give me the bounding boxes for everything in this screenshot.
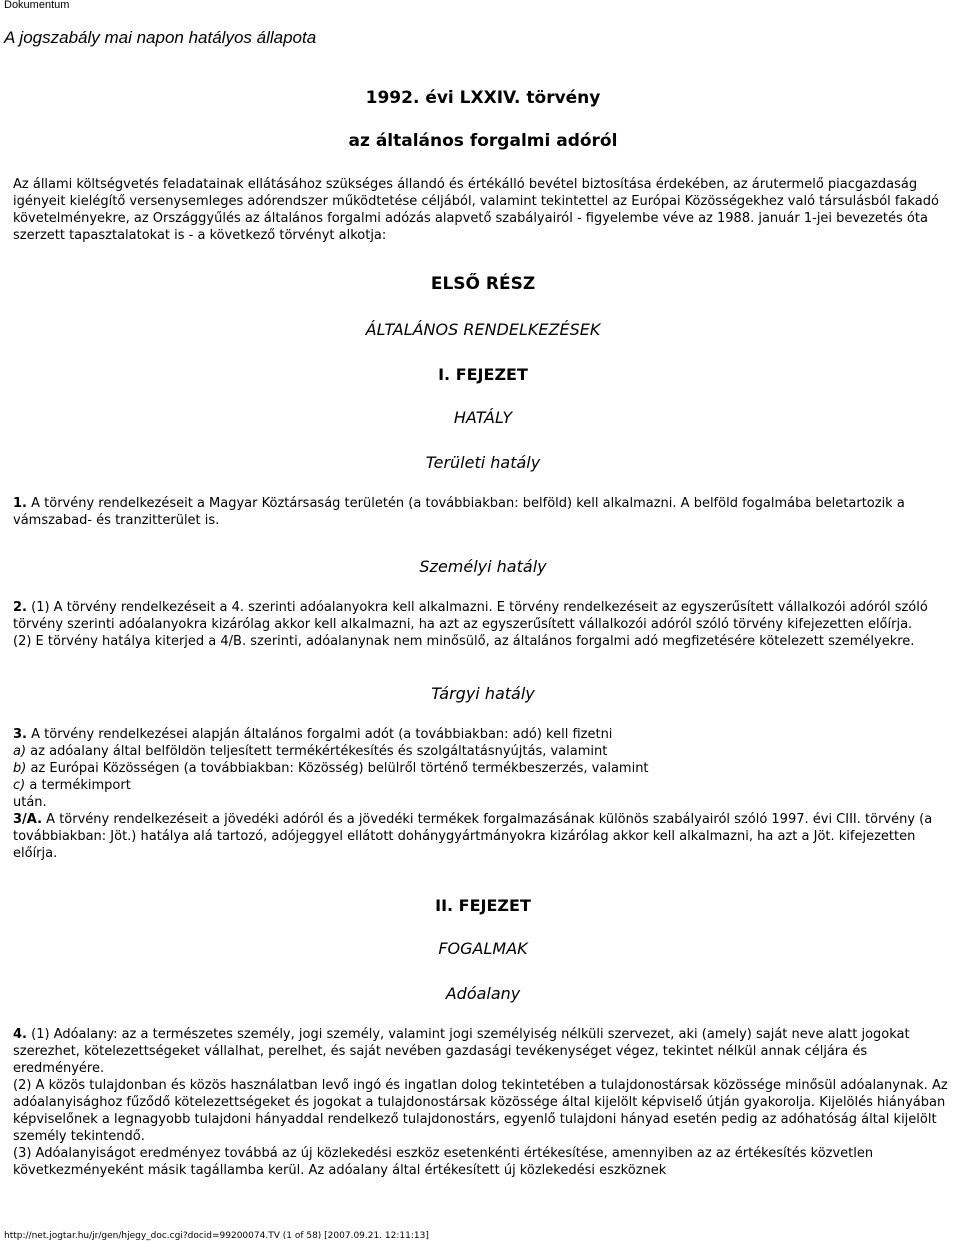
section-2-para-2: (2) E törvény hatálya kiterjed a 4/B. szerinti, adóalanynak nem minősülő, az általános forgalmi adó megfizetésére kötelezett személyekre. [13, 634, 915, 649]
section-3-closing: után. [13, 795, 47, 810]
document-status-line: A jogszabály mai napon hatályos állapota [4, 28, 317, 47]
section-4-para-2: (2) A közös tulajdonban és közös használatban levő ingó és ingatlan dolog tekintetében a tulajdonostársak közössége minősül adóalanynak. Az adóalanyisághoz fűződő kötelezettségeket és jogokat a tulajdonostársak közössége által kijelölt képviselő útján gyakorolja. Kijelölés hiányában képviselőnek a legnagyobb tulajdoni hányaddal rendelkező tulajdonostárs, egyenlő tulajdoni hányad esetén pedig az adóhatóság által kijelölt személy tekintendő. [13, 1078, 948, 1144]
section-number: 4. [13, 1027, 27, 1042]
section-number: 2. [13, 600, 27, 615]
point-text: a termékimport [25, 778, 131, 793]
point-letter: b) [13, 761, 27, 776]
section-body: A törvény rendelkezéseit a jövedéki adóról és a jövedéki termékek forgalmazásának különös szabályairól szóló 1997. évi CIII. törvény (a továbbiakban: Jöt.) hatálya alá tartozó, adójeggyel ellátott dohánygyártmányokra kizárólag akkor kell alkalmazni, ha azt a Jöt. kifejezetten előírja. [13, 812, 933, 861]
subheading-territorial: Területi hatály [425, 453, 541, 472]
part-title: ÁLTALÁNOS RENDELKEZÉSEK [365, 320, 601, 339]
section-body: A törvény rendelkezései alapján általános forgalmi adót (a továbbiakban: adó) kell fizetni [26, 727, 613, 742]
section-number: 1. [13, 496, 27, 511]
section-2 [13, 599, 953, 650]
document-tab-label: Dokumentum [4, 0, 70, 11]
law-subtitle: az általános forgalmi adóról [348, 131, 618, 151]
section-3-intro [13, 726, 953, 743]
section-3-point-c [13, 777, 953, 794]
preamble: Az állami költségvetés feladatainak ellátásához szükséges állandó és értékálló bevétel biztosítása érdekében, az árutermelő piacgazdaság igényeit kielégítő versenysemleges adórendszer működtetése céljából, valamint tekintettel az Európai Közösségekhez való társulásból fakadó követelményekre, az Országgyűlés az általános forgalmi adózás alapvető szabályairól - figyelembe véve az 1988. január 1-jei bevezetés óta szerzett tapasztalatokat is - a következő törvényt alkotja: [13, 177, 939, 243]
section-number: 3/A. [13, 812, 43, 827]
chapter-title: FOGALMAK [438, 939, 528, 958]
section-4 [13, 1026, 953, 1179]
section-3-point-a [13, 743, 953, 760]
section-4-para-3: (3) Adóalanyiságot eredményez továbbá az új közlekedési eszköz esetenkénti értékesítése, amennyiben az az értékesítés közvetlen következményeként másik tagállamba kerül. Az adóalany által értékesített új közlekedési eszköznek [13, 1146, 874, 1178]
section-1 [13, 495, 953, 529]
subheading-taxable-person: Adóalany [445, 984, 521, 1003]
section-body: (1) A törvény rendelkezéseit a 4. szerinti adóalanyokra kell alkalmazni. E törvény rendelkezéseit az egyszerűsített vállalkozói adóról szóló törvény szerinti adóalanyokra kizárólag akkor kell alkalmazni, ha azt az egyszerűsített vállalkozói adóról szóló törvény kifejezetten előírja. [13, 600, 928, 632]
section-3-point-b [13, 760, 953, 777]
section-body: A törvény rendelkezéseit a Magyar Köztársaság területén (a továbbiakban: belföld) kell alkalmazni. A belföld fogalmába beletartozik a vámszabad- és tranzitterület is. [13, 496, 905, 528]
chapter-heading: II. FEJEZET [435, 896, 531, 915]
part-heading: ELSŐ RÉSZ [430, 274, 536, 294]
chapter-title: HATÁLY [453, 408, 513, 427]
footer-url: http://net.jogtar.hu/jr/gen/hjegy_doc.cgi?docid=99200074.TV (1 of 58) [2007.09.21. 12:11:13] [4, 1231, 429, 1241]
section-3 [13, 726, 953, 862]
point-text: az adóalany által belföldön teljesített termékértékesítés és szolgáltatásnyújtás, valamint [26, 744, 608, 759]
point-letter: c) [13, 778, 26, 793]
document-body [13, 88, 953, 1179]
subheading-personal: Személyi hatály [419, 557, 547, 576]
subheading-material: Tárgyi hatály [431, 684, 535, 703]
section-number: 3. [13, 727, 27, 742]
point-letter: a) [13, 744, 27, 759]
section-1-text [13, 495, 953, 529]
law-title: 1992. évi LXXIV. törvény [365, 88, 601, 108]
section-body: (1) Adóalany: az a természetes személy, jogi személy, valamint jogi személyiség nélküli szervezet, aki (amely) saját neve alatt jogokat szerezhet, kötelezettségeket vállalhat, perelhet, és saját nevében gazdasági tevékenységet végez, tekintet nélkül annak céljára és eredményére. [13, 1027, 910, 1076]
point-text: az Európai Közösségen (a továbbiakban: Közösség) belülről történő termékbeszerzés, valamint [26, 761, 649, 776]
chapter-heading: I. FEJEZET [438, 365, 528, 384]
section-4-para-1 [13, 1026, 953, 1077]
section-3a-text [13, 811, 953, 862]
section-2-para-1 [13, 599, 953, 633]
